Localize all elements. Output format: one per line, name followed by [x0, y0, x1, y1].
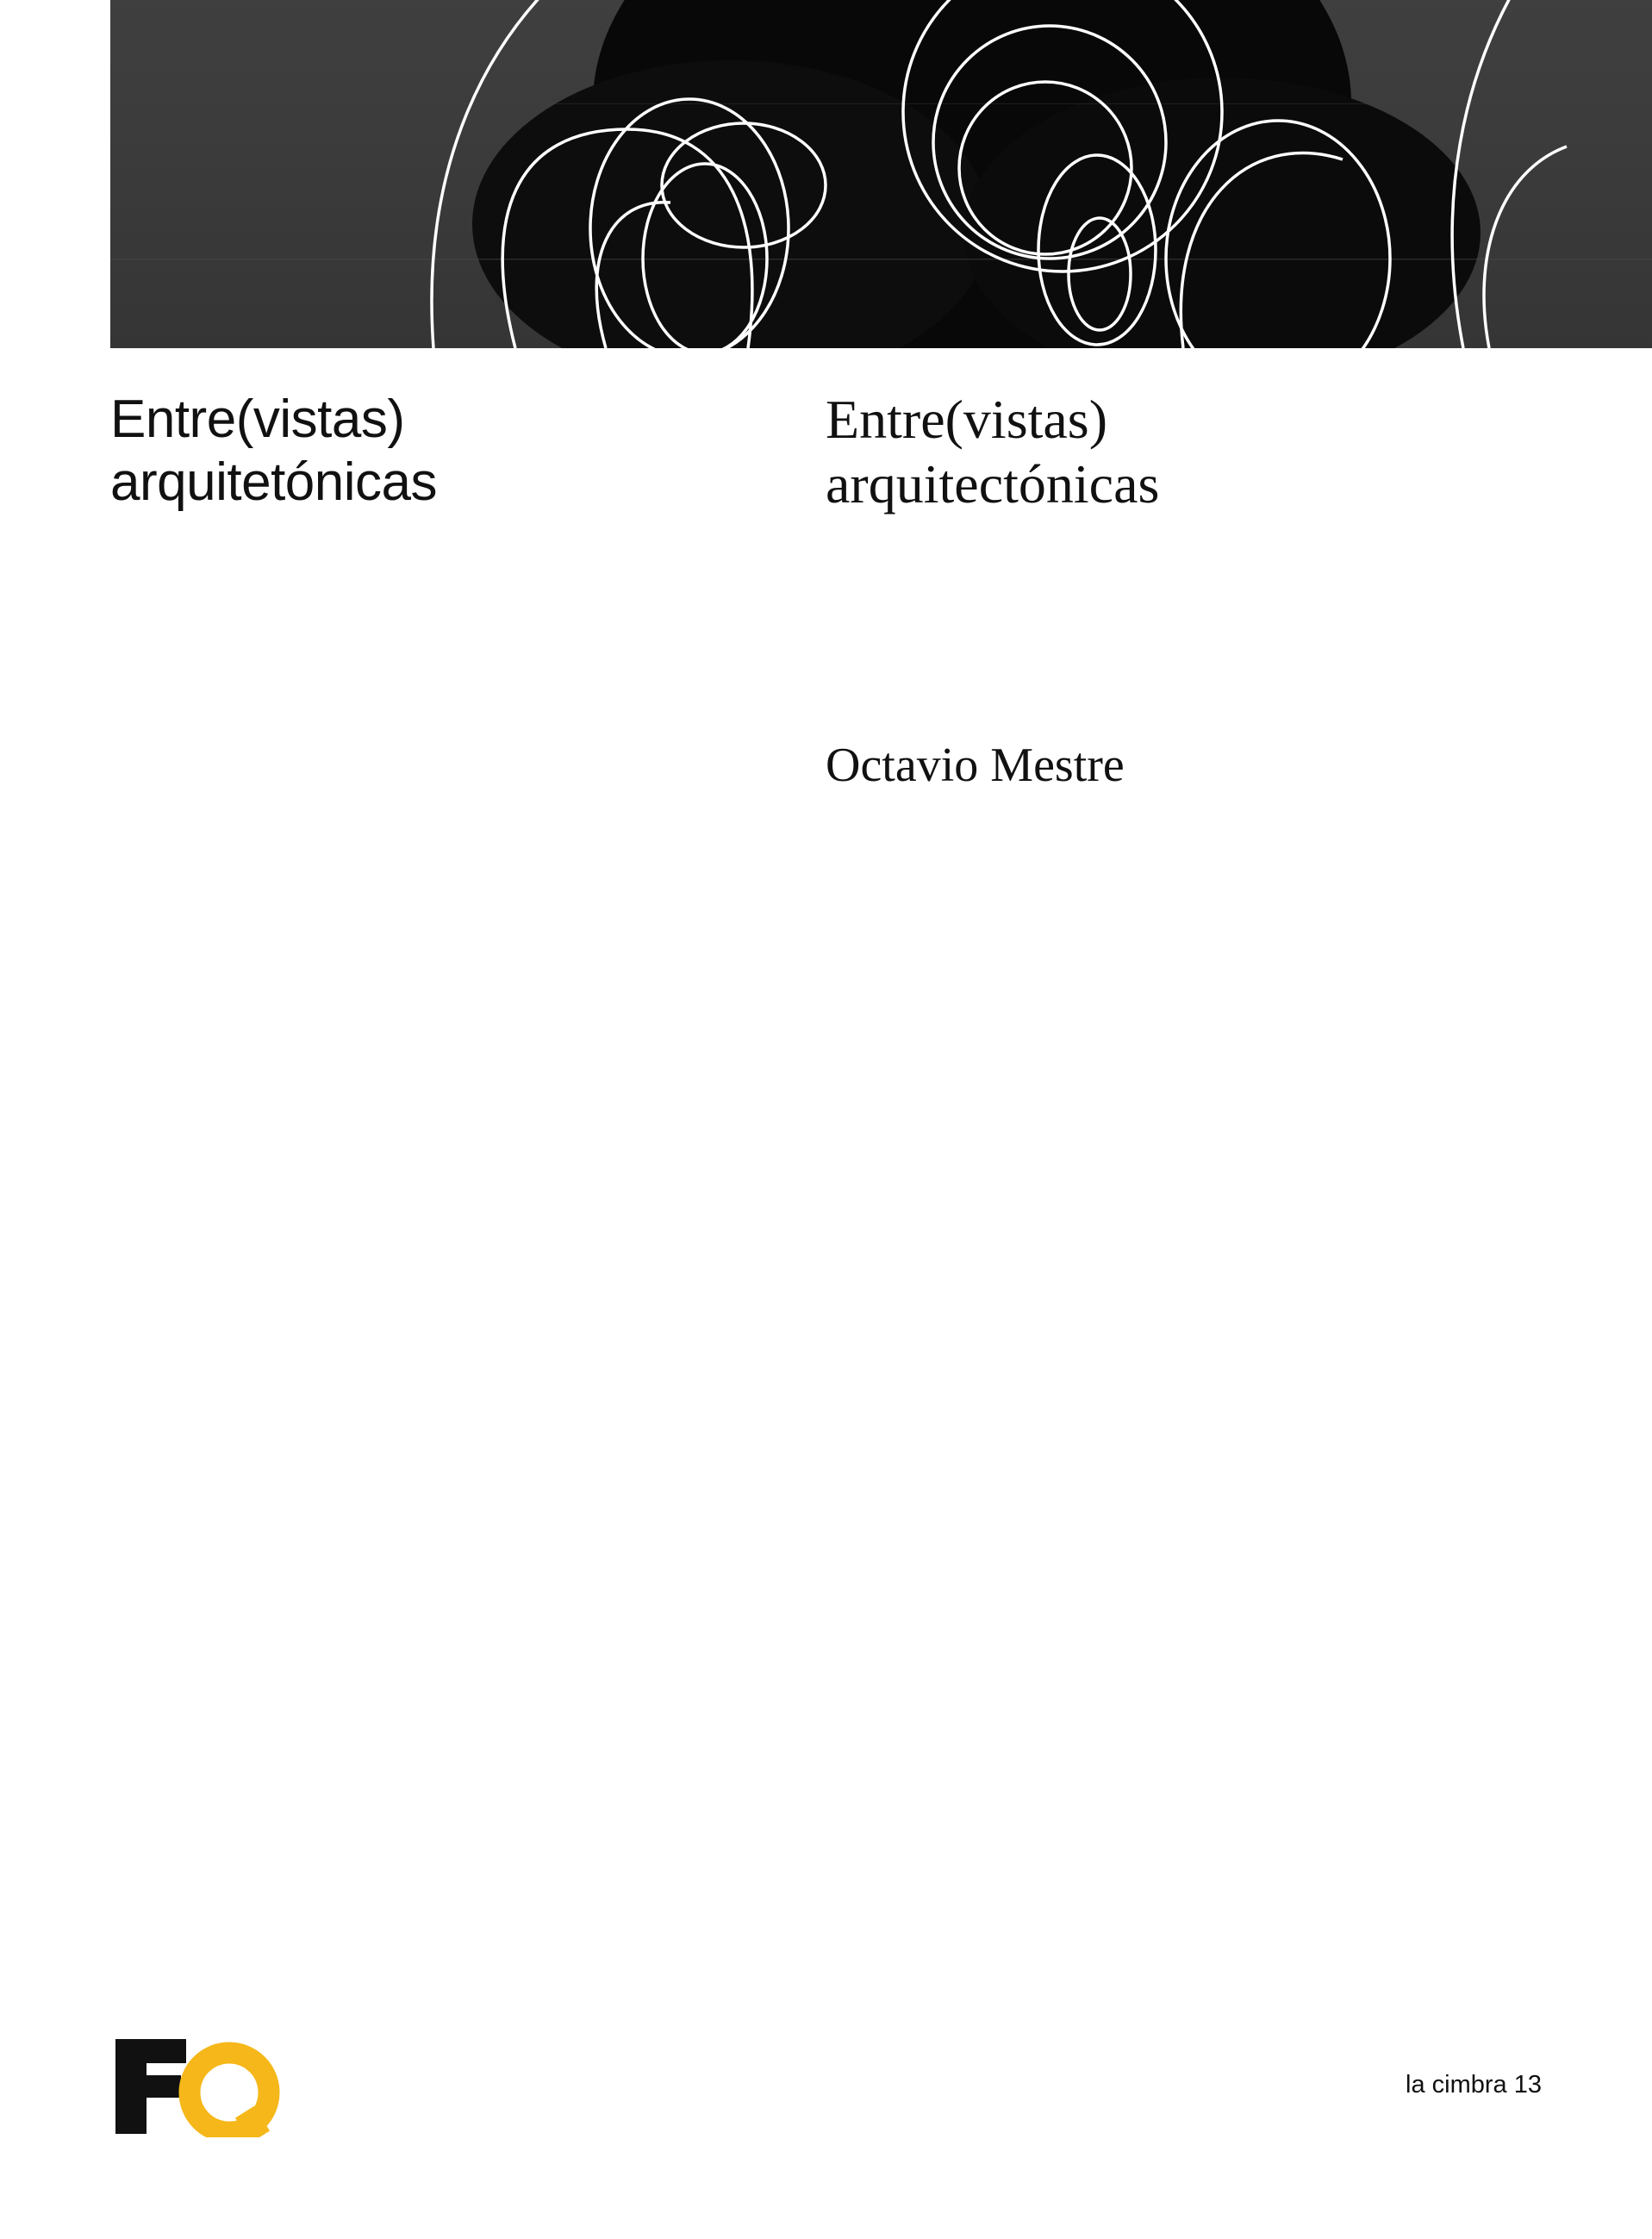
collection-label: la cimbra 13: [1406, 2071, 1542, 2099]
title-spanish: [826, 388, 1541, 517]
title-block: [110, 388, 1558, 517]
publisher-logo: [112, 2034, 284, 2137]
title-es-line1: Entre(vistas): [826, 389, 1107, 450]
title-es-line2: arquitectónicas: [826, 452, 1160, 515]
author-name: Octavio Mestre: [826, 739, 1125, 792]
cover-image: [110, 0, 1652, 348]
title-pt-line1: Entre(vistas): [110, 390, 405, 449]
abstract-loop-drawing-icon: [110, 0, 1652, 348]
title-portuguese: [110, 388, 826, 514]
fq-logo-icon: [112, 2034, 284, 2137]
title-pt-line2: arquitetónicas: [110, 452, 438, 513]
